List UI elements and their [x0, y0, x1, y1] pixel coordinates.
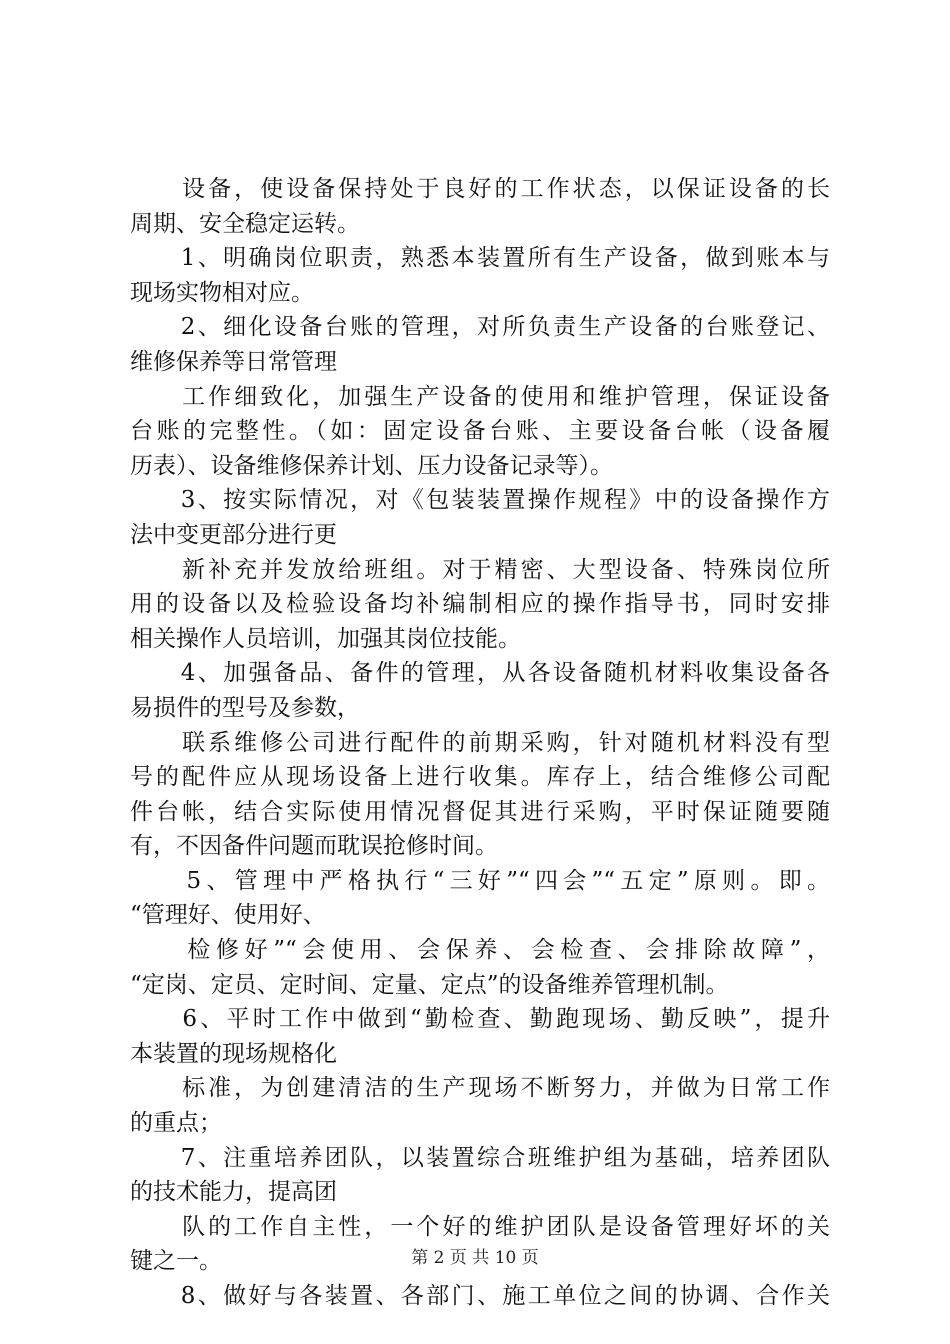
text-line: 法中变更部分进行更 [130, 521, 337, 548]
text-line: 件台帐，结合实际使用情况督促其进行采购，平时保证随要随 [130, 798, 830, 825]
text-line: 相关操作人员培训，加强其岗位技能。 [130, 625, 521, 652]
text-line: 联系维修公司进行配件的前期采购，针对随机材料没有型 [130, 729, 830, 756]
text-line: 的技术能力，提高团 [130, 1179, 337, 1206]
text-line: 工作细致化，加强生产设备的使用和维护管理，保证设备 [130, 383, 830, 410]
text-line: 5、管理中严格执行“三好”“四会”“五定”原则。即。 [130, 867, 830, 894]
text-line: 的重点； [130, 1110, 222, 1137]
text-line: 标准，为创建清洁的生产现场不断努力，并做为日常工作 [130, 1075, 830, 1102]
text-line: 有，不因备件问题而耽误抢修时间。 [130, 833, 498, 860]
text-line: 台账的完整性。（如：固定设备台账、主要设备台帐（设备履 [130, 418, 830, 445]
document-body [130, 172, 830, 1314]
text-line: 维修保养等日常管理 [130, 348, 337, 375]
text-line: 用的设备以及检验设备均补编制相应的操作指导书，同时安排 [130, 591, 830, 618]
text-line: 2、细化设备台账的管理，对所负责生产设备的台账登记、 [130, 314, 830, 341]
text-line: 8、做好与各装置、各部门、施工单位之间的协调、合作关 [130, 1283, 830, 1309]
text-line: 检修好”“会使用、会保养、会检查、会排除故障”， [130, 937, 830, 964]
text-line: 本装置的现场规格化 [130, 1040, 337, 1067]
text-line: 易损件的型号及参数， [130, 694, 360, 721]
text-line: 队的工作自主性，一个好的维护团队是设备管理好坏的关 [130, 1213, 830, 1240]
text-line: 3、按实际情况，对《包装装置操作规程》中的设备操作方 [130, 487, 830, 514]
page-footer: 第 2 页 共 10 页 [411, 1248, 539, 1268]
text-line: “定岗、定员、定时间、定量、定点”的设备维养管理机制。 [130, 971, 729, 998]
text-line: 周期、安全稳定运转。 [130, 210, 360, 237]
text-line: 现场实物相对应。 [130, 279, 314, 306]
text-line: 号的配件应从现场设备上进行收集。库存上，结合维修公司配 [130, 764, 830, 791]
text-line: 7、注重培养团队，以装置综合班维护组为基础，培养团队 [130, 1144, 830, 1171]
text-line: “管理好、使用好、 [130, 902, 326, 929]
text-line: 1、明确岗位职责，熟悉本装置所有生产设备，做到账本与 [130, 245, 830, 272]
text-line: 新补充并发放给班组。对于精密、大型设备、特殊岗位所 [130, 556, 830, 583]
text-line: 4、加强备品、备件的管理，从各设备随机材料收集设备各 [130, 660, 830, 687]
text-line: 键之一。 [130, 1248, 222, 1275]
text-line: 6、平时工作中做到“勤检查、勤跑现场、勤反映”，提升 [130, 1006, 830, 1033]
text-line: 历表）、设备维修保养计划、压力设备记录等）。 [130, 452, 613, 479]
text-line: 设备，使设备保持处于良好的工作状态，以保证设备的长 [130, 176, 830, 202]
